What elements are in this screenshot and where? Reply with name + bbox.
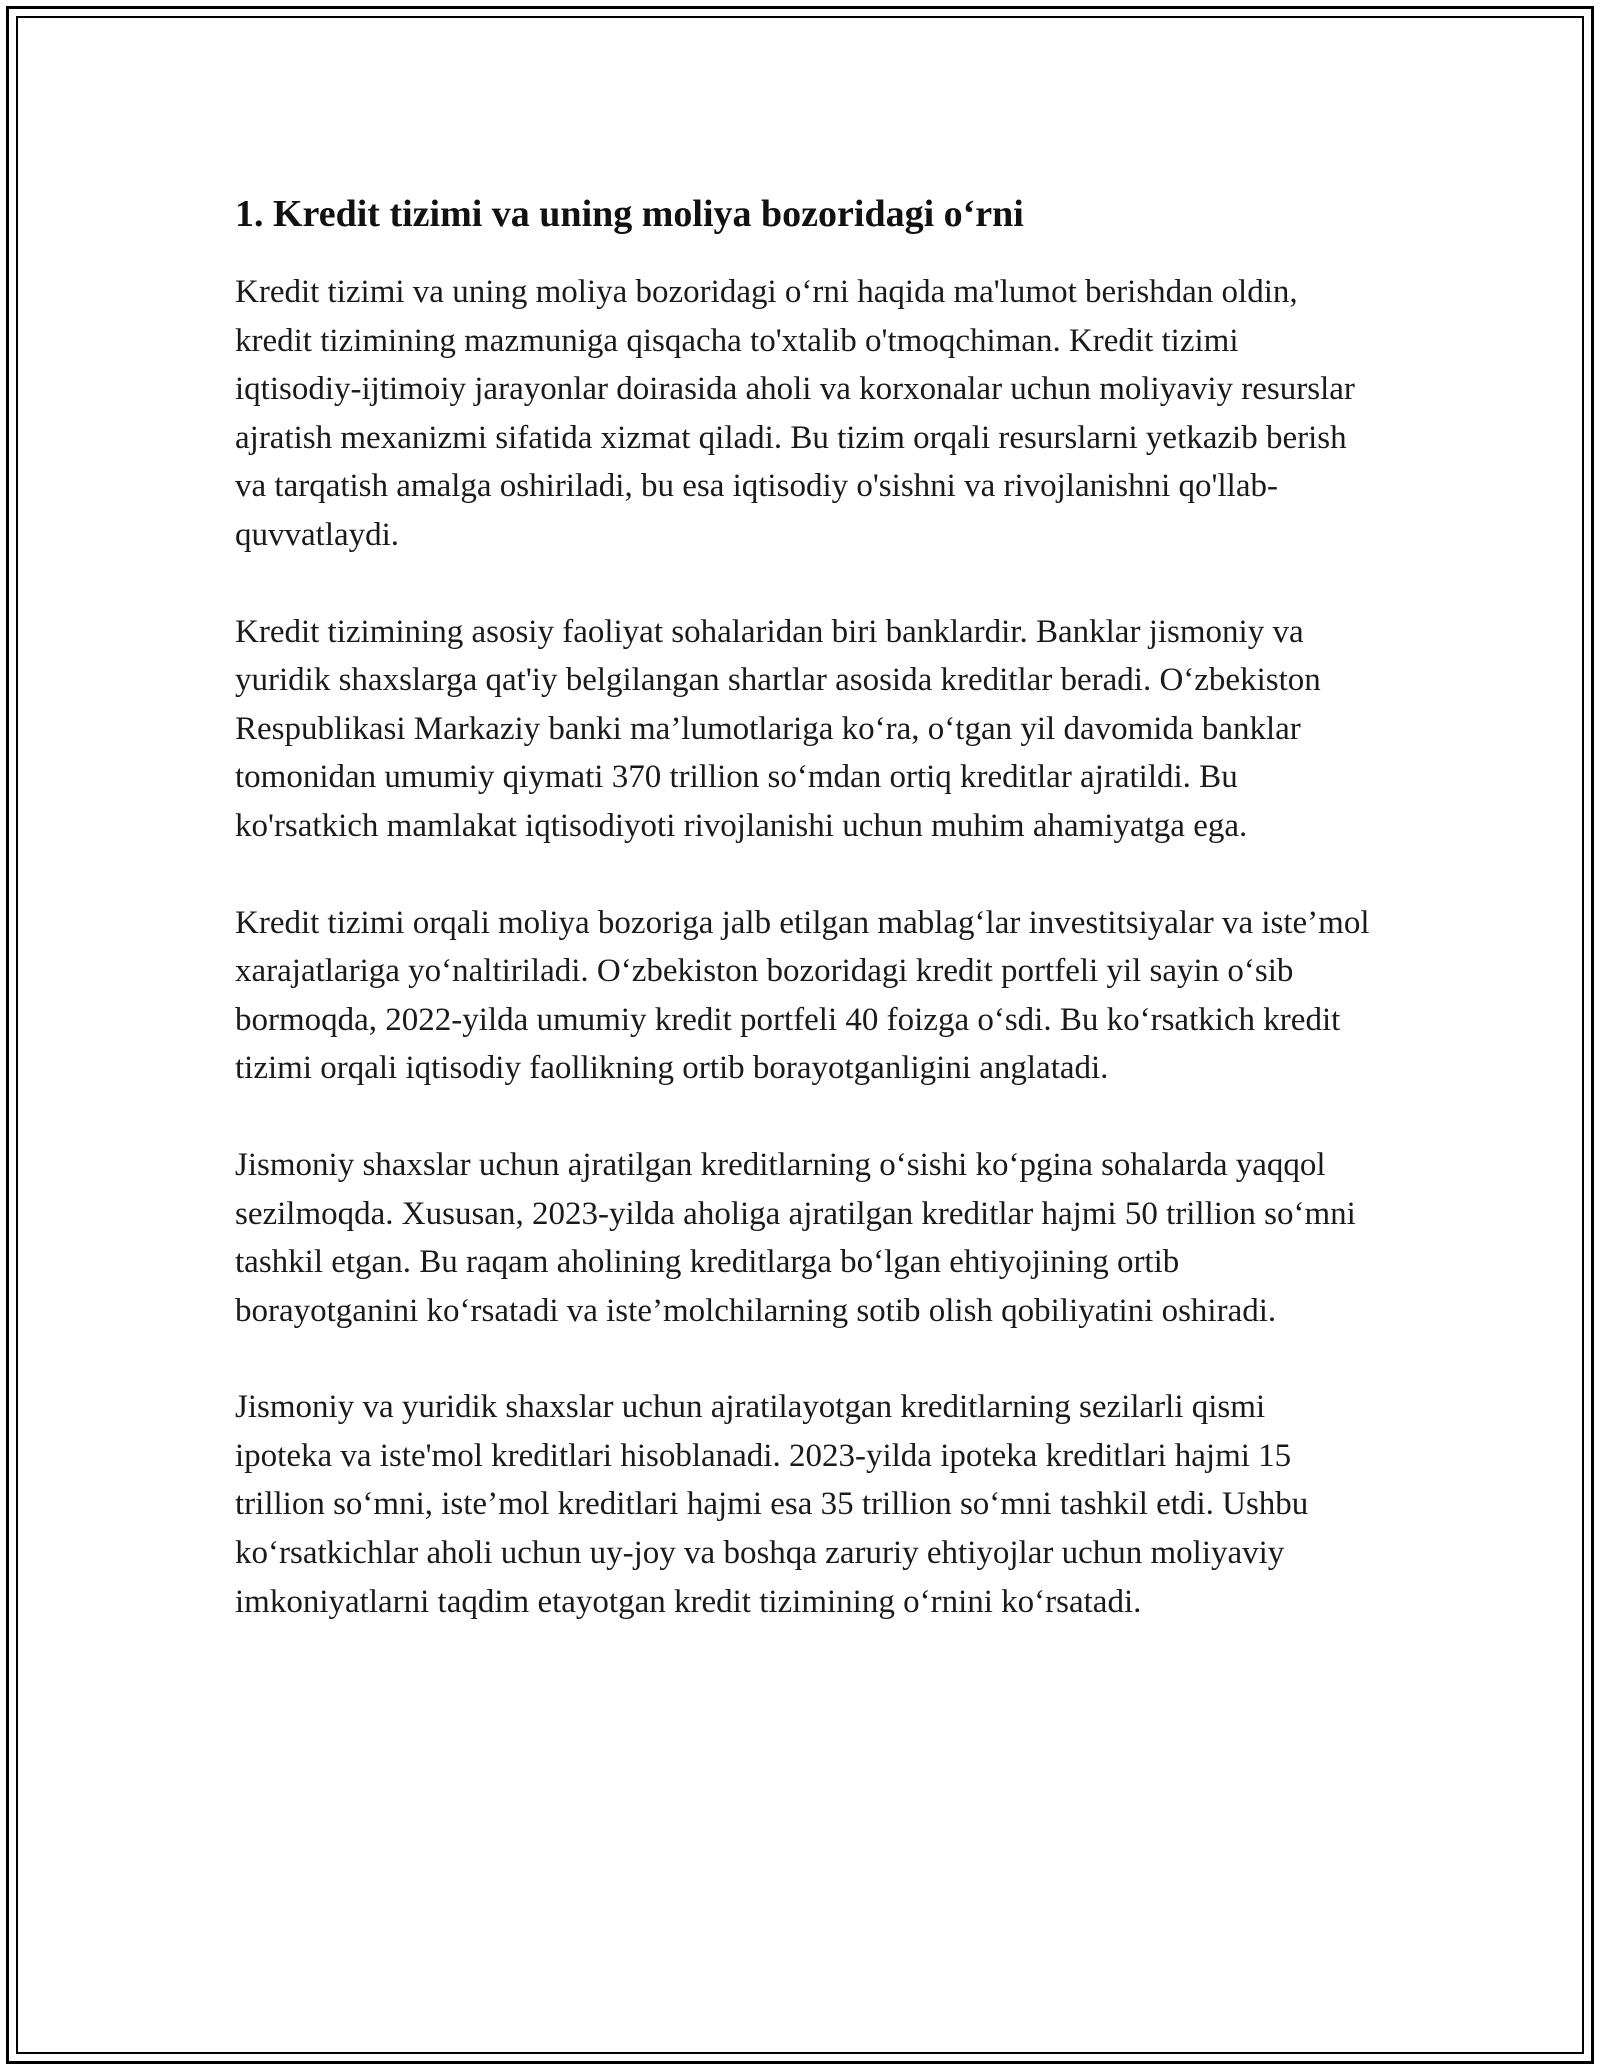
section-title: 1. Kredit tizimi va uning moliya bozoridagi o‘rni: [235, 193, 1024, 235]
paragraph-4: Jismoniy shaxslar uchun ajratilgan kreditlarning o‘sishi ko‘pgina sohalarda yaqqol sezilmoqda. Xususan, 2023-yilda aholiga ajratilgan kreditlar hajmi 50 trillion so‘mni tashkil etgan. Bu raqam aholining kreditlarga bo‘lgan ehtiyojining ortib borayotganini ko‘rsatadi va iste’molchilarning sotib olish qobiliyatini oshiradi.: [235, 1146, 1356, 1329]
paragraph-1: Kredit tizimi va uning moliya bozoridagi o‘rni haqida ma'lumot berishdan oldin, kredit tizimining mazmuniga qisqacha to'xtalib o'tmoqchiman. Kredit tizimi iqtisodiy-ijtimoiy jarayonlar doirasida aholi va korxonalar uchun moliyaviy resurslar ajratish mexanizmi sifatida xizmat qiladi. Bu tizim orqali resurslarni yetkazib berish va tarqatish amalga oshiriladi, bu esa iqtisodiy o'sishni va rivojlanishni qo'llab-quvvatlaydi.: [235, 274, 1355, 553]
paragraph-3: Kredit tizimi orqali moliya bozoriga jalb etilgan mablag‘lar investitsiyalar va iste’mol xarajatlariga yo‘naltiriladi. O‘zbekiston bozoridagi kredit portfeli yil sayin o‘sib bormoqda, 2022-yilda umumiy kredit portfeli 40 foizga o‘sdi. Bu ko‘rsatkich kredit tizimi orqali iqtisodiy faollikning ortib borayotganligini anglatadi.: [235, 904, 1370, 1087]
document-body: [235, 186, 1370, 1626]
paragraph-5: Jismoniy va yuridik shaxslar uchun ajratilayotgan kreditlarning sezilarli qismi ipoteka va iste'mol kreditlari hisoblanadi. 2023-yilda ipoteka kreditlari hajmi 15 trillion so‘mni, iste’mol kreditlari hajmi esa 35 trillion so‘mni tashkil etdi. Ushbu ko‘rsatkichlar aholi uchun uy-joy va boshqa zaruriy ehtiyojlar uchun moliyaviy imkoniyatlarni taqdim etayotgan kredit tizimining o‘rnini ko‘rsatadi.: [235, 1389, 1309, 1620]
paragraph-2: Kredit tizimining asosiy faoliyat sohalaridan biri banklardir. Banklar jismoniy va yuridik shaxslarga qat'iy belgilangan shartlar asosida kreditlar beradi. O‘zbekiston Respublikasi Markaziy banki ma’lumotlariga ko‘ra, o‘tgan yil davomida banklar tomonidan umumiy qiymati 370 trillion so‘mdan ortiq kreditlar ajratildi. Bu ko'rsatkich mamlakat iqtisodiyoti rivojlanishi uchun muhim ahamiyatga ega.: [235, 613, 1321, 844]
